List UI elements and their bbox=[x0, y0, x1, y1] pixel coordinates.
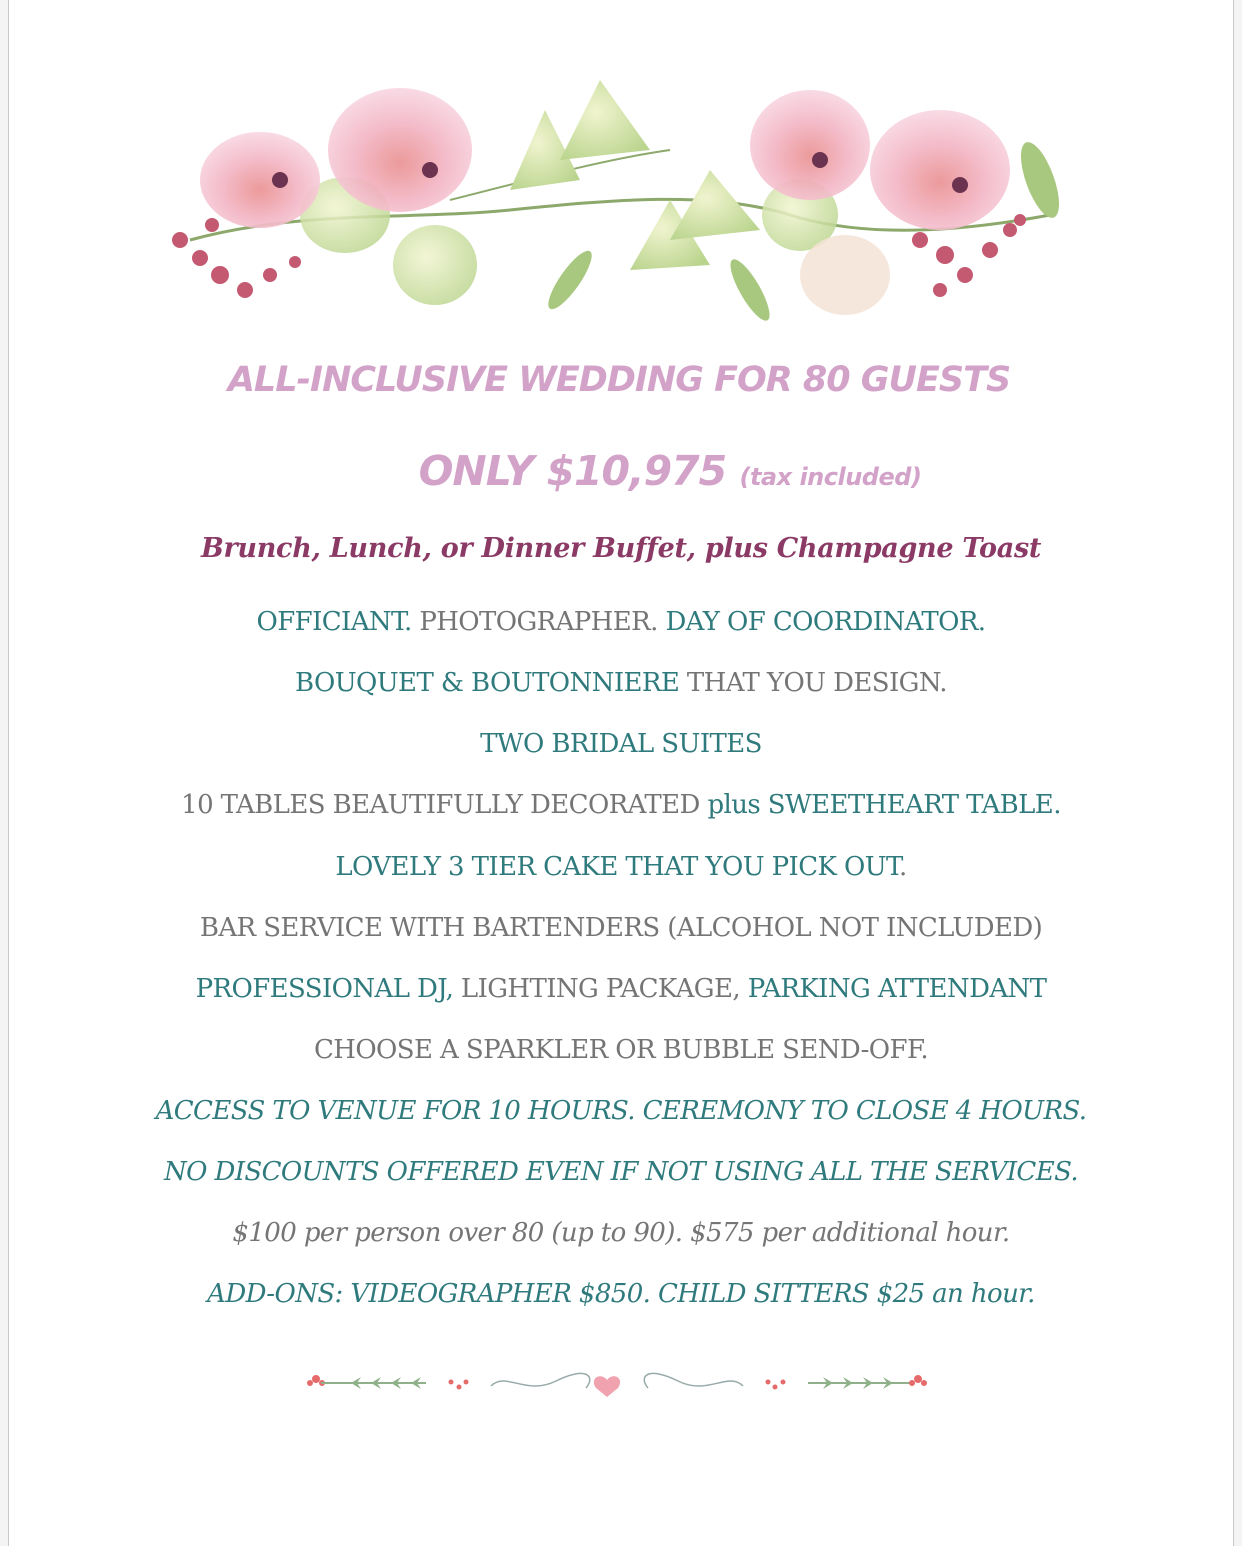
service-segment: BOUQUET & BOUTONNIERE bbox=[295, 668, 687, 698]
service-segment: BAR SERVICE WITH BARTENDERS (ALCOHOL NOT INCLUDED) bbox=[199, 913, 1043, 943]
terms-line: ADD-ONS: VIDEOGRAPHER $850. CHILD SITTERS $25 an hour. bbox=[207, 1279, 1035, 1309]
terms-line: NO DISCOUNTS OFFERED EVEN IF NOT USING ALL THE SERVICES. bbox=[163, 1157, 1079, 1187]
floral-garland-image bbox=[150, 40, 1095, 335]
service-segment: TWO BRIDAL SUITES bbox=[480, 729, 762, 759]
service-segment: LOVELY 3 TIER CAKE THAT YOU PICK OUT bbox=[335, 852, 899, 882]
package-title: ALL-INCLUSIVE WEDDING FOR 80 GUESTS bbox=[227, 360, 1011, 400]
service-segment: PROFESSIONAL DJ, bbox=[195, 974, 461, 1004]
service-segment: PARKING ATTENDANT bbox=[747, 974, 1047, 1004]
service-line bbox=[0, 913, 1242, 943]
service-line bbox=[0, 1035, 1242, 1065]
terms-line: ACCESS TO VENUE FOR 10 HOURS. CEREMONY TO CLOSE 4 HOURS. bbox=[155, 1096, 1087, 1126]
service-segment: OFFICIANT. bbox=[256, 607, 420, 637]
service-line bbox=[0, 668, 1242, 698]
meal-line: Brunch, Lunch, or Dinner Buffet, plus Champagne Toast bbox=[200, 533, 1042, 564]
service-line bbox=[0, 852, 1242, 882]
service-segment: CHOOSE A SPARKLER OR BUBBLE SEND-OFF. bbox=[313, 1035, 929, 1065]
tax-note: (tax included) bbox=[739, 463, 922, 491]
service-segment: . bbox=[898, 852, 907, 882]
terms-line: $100 per person over 80 (up to 90). $575 per additional hour. bbox=[232, 1218, 1010, 1248]
service-segment: 10 TABLES BEAUTIFULLY DECORATED bbox=[181, 790, 708, 820]
service-segment: DAY OF COORDINATOR. bbox=[665, 607, 986, 637]
service-line bbox=[0, 607, 1242, 637]
service-segment: PHOTOGRAPHER. bbox=[419, 607, 666, 637]
service-line bbox=[0, 974, 1242, 1004]
service-segment: THAT YOU DESIGN. bbox=[686, 668, 947, 698]
service-segment: plus SWEETHEART TABLE. bbox=[707, 790, 1061, 820]
heart-vine-divider bbox=[296, 1366, 938, 1402]
service-segment: LIGHTING PACKAGE, bbox=[460, 974, 748, 1004]
service-line bbox=[0, 790, 1242, 820]
package-price: ONLY $10,975 bbox=[418, 447, 727, 495]
service-line bbox=[0, 729, 1242, 759]
package-price-line bbox=[0, 447, 1242, 495]
